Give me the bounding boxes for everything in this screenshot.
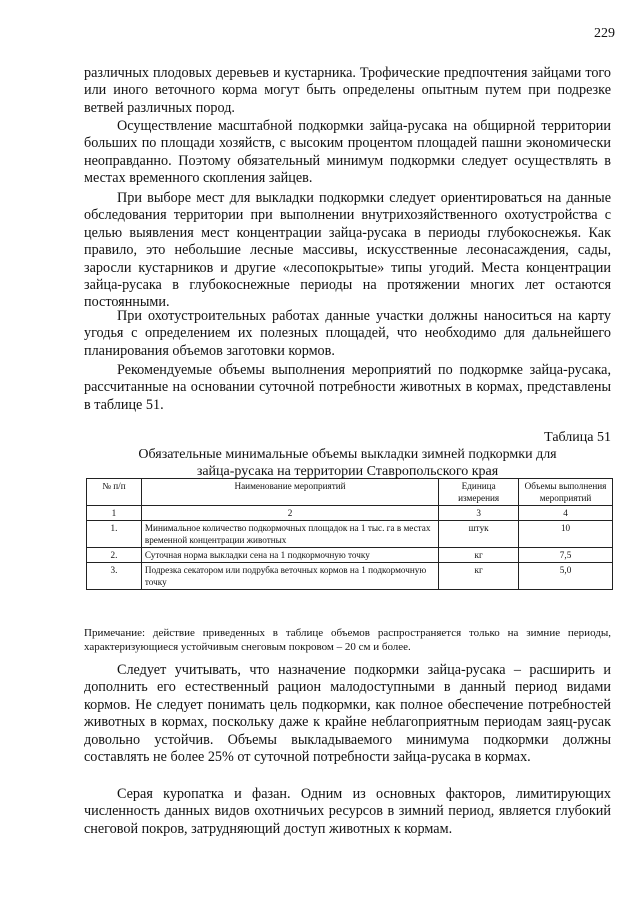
table-cell: 7,5 xyxy=(519,548,613,563)
table-header-cell: Наименование мероприятий xyxy=(141,479,438,506)
table-row xyxy=(87,521,613,548)
table-cell: 3. xyxy=(87,563,142,590)
paragraph: различных плодовых деревьев и кустарника. Трофические предпочтения зайцами того или иного веточного корма могут быть определены опытным путем при подрезке ветвей различных пород. xyxy=(84,65,611,116)
table-cell: 10 xyxy=(519,521,613,548)
paragraph: Осуществление масштабной подкормки зайца-русака на общирной территории больших по площади хозяйств, с высоким процентом площадей пашни экономически неоправданно. Поэтому обязательный минимум подкормки следует осуществлять в местах временного скопления зайцев. xyxy=(84,118,611,187)
paragraph: Следует учитывать, что назначение подкормки зайца-русака – расширить и дополнить его естественный рацион малодоступными в данный период видами кормов. Не следует понимать цель подкормки, как полное обеспечение потребностей животных в кормах, поскольку даже к крайне неблагоприятным периодам заяц-русак довольно устойчив. Объемы выкладываемого минимума подкормки должны составлять не более 25% от суточной потребности зайца-русака в кормах. xyxy=(84,662,611,766)
table-cell: Суточная норма выкладки сена на 1 подкормочную точку xyxy=(141,548,438,563)
table-cell: 4 xyxy=(519,506,613,521)
table-cell: 1 xyxy=(87,506,142,521)
table-label: Таблица 51 xyxy=(544,430,611,445)
paragraph: При выборе мест для выкладки подкормки следует ориентироваться на данные обследования территории при выполнении внутрихозяйственного охотустройства с целью выявления мест концентрации зайца-русака в периоды глубокоснежья. Как правило, это небольшие лесные массивы, искусственные лесонасаждения, сады, заросли кустарников и другие «лесопокрытые» типы угодий. Места концентрации зайца-русака в глубокоснежные периоды на протяжении многих лет остаются постоянными. xyxy=(84,190,611,311)
table-header-row xyxy=(87,479,613,506)
table-cell: штук xyxy=(439,521,519,548)
table-numbering-row xyxy=(87,506,613,521)
table-cell: кг xyxy=(439,563,519,590)
data-table xyxy=(86,478,613,590)
table-title-line: зайца-русака на территории Ставропольского края xyxy=(196,464,499,479)
table-header-cell: Объемы выполнения мероприятий xyxy=(519,479,613,506)
table-header-cell: № п/п xyxy=(87,479,142,506)
table-row xyxy=(87,548,613,563)
table-note: Примечание: действие приведенных в таблице объемов распространяется только на зимние периоды, характеризующиеся устойчивым снеговым покровом – 20 см и более. xyxy=(84,627,611,653)
table-cell: Минимальное количество подкормочных площадок на 1 тыс. га в местах временной концентрации животных xyxy=(141,521,438,548)
table-cell: Подрезка секатором или подрубка веточных кормов на 1 подкормочную точку xyxy=(141,563,438,590)
table-cell: 5,0 xyxy=(519,563,613,590)
paragraph: Рекомендуемые объемы выполнения мероприятий по подкормке зайца-русака, рассчитанные на основании суточной потребности животных в кормах, представлены в таблице 51. xyxy=(84,362,611,413)
table-row xyxy=(87,563,613,590)
table-cell: 3 xyxy=(439,506,519,521)
page-number: 229 xyxy=(594,26,615,41)
table-title-line: Обязательные минимальные объемы выкладки зимней подкормки для xyxy=(138,447,557,462)
table-cell: 2 xyxy=(141,506,438,521)
paragraph: При охотустроительных работах данные участки должны наноситься на карту угодья с определением их полезных площадей, что необходимо для дальнейшего планирования объемов заготовки кормов. xyxy=(84,308,611,359)
paragraph: Серая куропатка и фазан. Одним из основных факторов, лимитирующих численность данных видов охотничьих ресурсов в зимний период, является глубокий снеговой покров, затрудняющий доступ животных к кормам. xyxy=(84,786,611,837)
table-cell: кг xyxy=(439,548,519,563)
table-header-cell: Единица измерения xyxy=(439,479,519,506)
table-cell: 1. xyxy=(87,521,142,548)
table-cell: 2. xyxy=(87,548,142,563)
table-title xyxy=(84,446,611,480)
